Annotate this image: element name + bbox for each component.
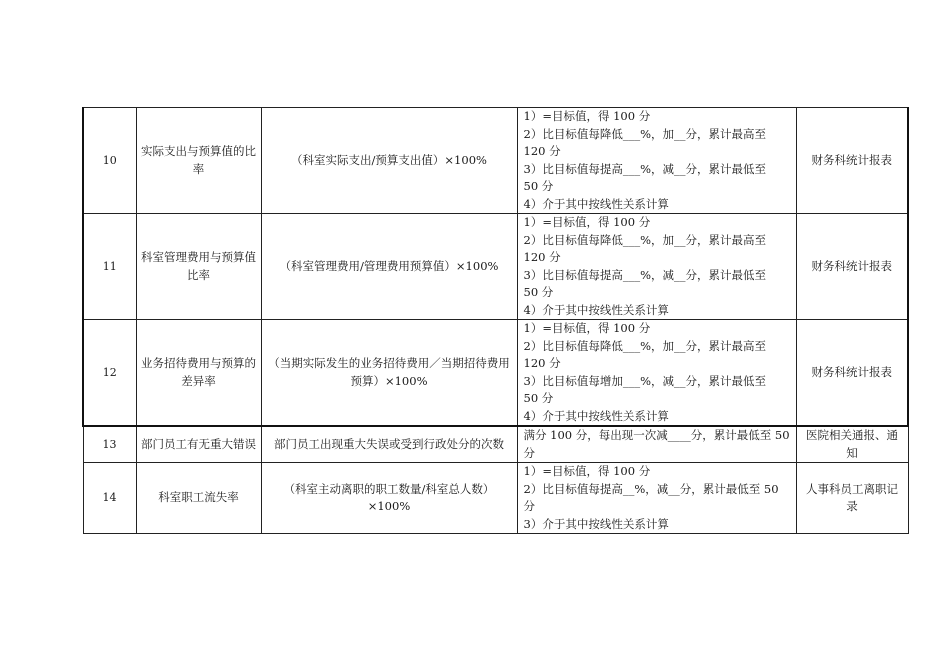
scoring-line: 1）=目标值，得 100 分 (523, 464, 651, 478)
table-row (83, 214, 908, 320)
indicator-name: 实际支出与预算值的比率 (136, 108, 261, 214)
data-source: 财务科统计报表 (796, 108, 908, 214)
scoring-line: 1）=目标值，得 100 分 (523, 109, 651, 123)
row-number: 14 (83, 463, 136, 534)
indicator-name: 科室管理费用与预算值比率 (136, 214, 261, 320)
scoring-rules (517, 214, 796, 320)
scoring-line: 2）比目标值每降低___%，加__分，累计最高至 (523, 338, 766, 353)
scoring-rules (517, 463, 796, 534)
scoring-line: 50 分 (523, 179, 554, 193)
scoring-line: 3）比目标值每提高___%，减__分，累计最低至 (523, 161, 766, 176)
kpi-table (82, 107, 909, 534)
scoring-line: 3）介于其中按线性关系计算 (523, 516, 669, 531)
scoring-line: 2）比目标值每降低___%，加__分，累计最高至 (523, 126, 766, 141)
table-row (83, 463, 908, 534)
data-source: 医院相关通报、通知 (796, 426, 908, 463)
scoring-line: 3）比目标值每增加___%，减__分，累计最低至 (523, 373, 766, 388)
scoring-line: 50 分 (523, 391, 554, 405)
scoring-line: 4）介于其中按线性关系计算 (523, 196, 669, 211)
scoring-line: 2）比目标值每降低___%，加__分，累计最高至 (523, 232, 766, 247)
table-row (83, 426, 908, 463)
formula-cell: （当期实际发生的业务招待费用／当期招待费用预算）×100% (261, 320, 517, 427)
scoring-rules (517, 320, 796, 427)
scoring-line: 50 分 (523, 285, 554, 299)
scoring-rules (517, 426, 796, 463)
scoring-line: 4）介于其中按线性关系计算 (523, 408, 669, 423)
formula-cell: （科室实际支出/预算支出值）×100% (261, 108, 517, 214)
row-number: 12 (83, 320, 136, 427)
scoring-line: 120 分 (523, 356, 561, 370)
table-row (83, 108, 908, 214)
scoring-line: 120 分 (523, 144, 561, 158)
formula-cell: 部门员工出现重大失误或受到行政处分的次数 (261, 426, 517, 463)
scoring-line: 120 分 (523, 250, 561, 264)
scoring-rules (517, 108, 796, 214)
formula-cell: （科室管理费用/管理费用预算值）×100% (261, 214, 517, 320)
scoring-line: 1）=目标值，得 100 分 (523, 321, 651, 335)
scoring-line: 3）比目标值每提高___%，减__分，累计最低至 (523, 267, 766, 282)
data-source: 财务科统计报表 (796, 214, 908, 320)
formula-cell: （科室主动离职的职工数量/科室总人数）×100% (261, 463, 517, 534)
scoring-line: 分 (523, 445, 535, 460)
data-source: 财务科统计报表 (796, 320, 908, 427)
row-number: 10 (83, 108, 136, 214)
data-source: 人事科员工离职记录 (796, 463, 908, 534)
scoring-line: 4）介于其中按线性关系计算 (523, 302, 669, 317)
row-number: 11 (83, 214, 136, 320)
indicator-name: 业务招待费用与预算的差异率 (136, 320, 261, 427)
indicator-name: 科室职工流失率 (136, 463, 261, 534)
scoring-line: 1）=目标值，得 100 分 (523, 215, 651, 229)
scoring-line: 满分 100 分，每出现一次减____分，累计最低至 50 (523, 428, 790, 442)
row-number: 13 (83, 426, 136, 463)
indicator-name: 部门员工有无重大错误 (136, 426, 261, 463)
table-row (83, 320, 908, 427)
scoring-line: 分 (523, 499, 535, 513)
scoring-line: 2）比目标值每提高__%，减__分，累计最低至 50 (523, 481, 779, 496)
